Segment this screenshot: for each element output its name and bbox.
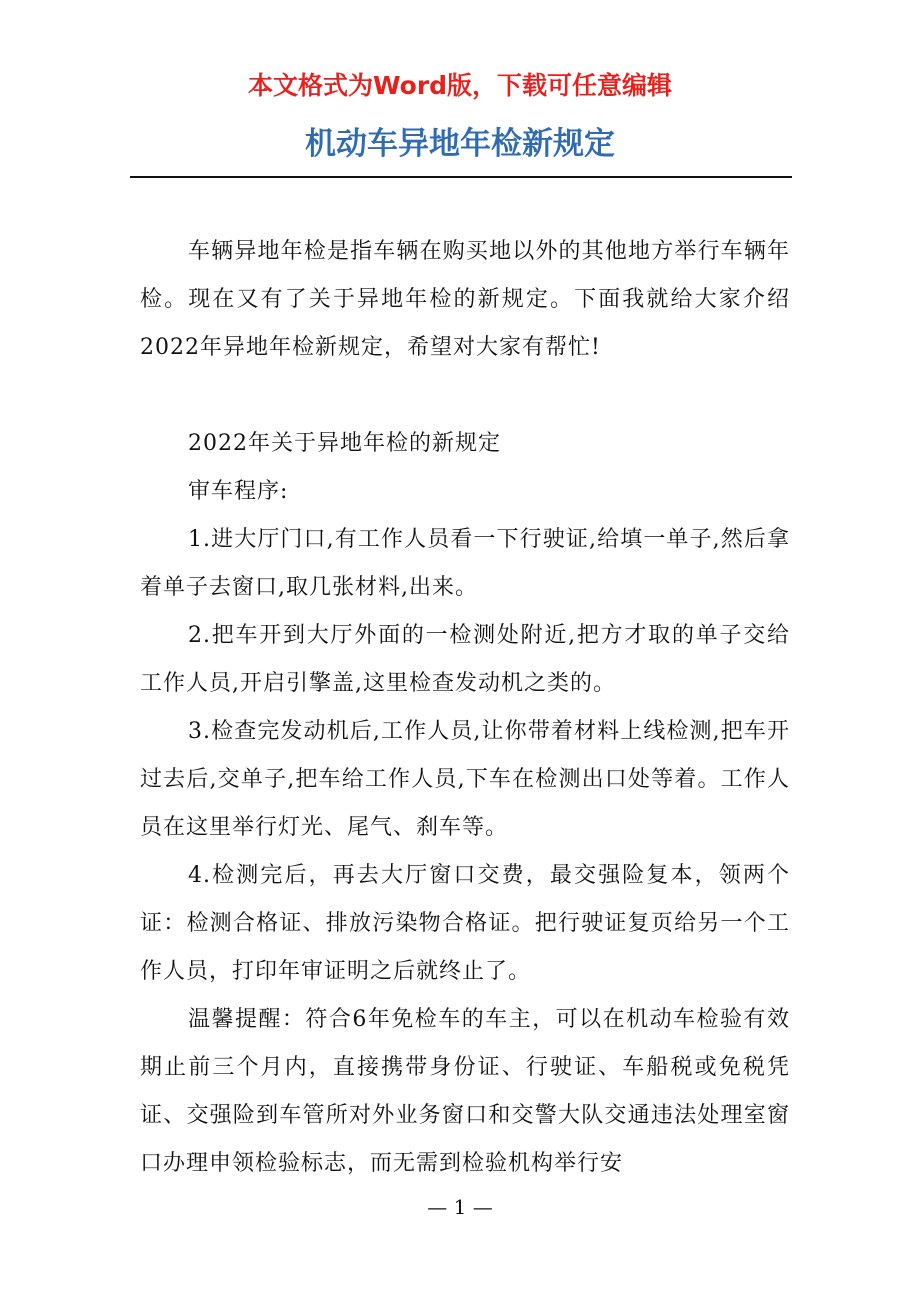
step-1: 1.进大厅门口,有工作人员看一下行驶证,给填一单子,然后拿着单子去窗口,取几张材料,出来。 (140, 527, 790, 600)
document-title: 机动车异地年检新规定 (305, 126, 615, 162)
step-4: 4.检测完后，再去大厅窗口交费，最交强险复本，领两个证：检测合格证、排放污染物合格证。把行驶证复页给另一个工作人员，打印年审证明之后就终止了。 (140, 863, 790, 984)
tip-paragraph: 温馨提醒：符合6年免检车的车主，可以在机动车检验有效期止前三个月内，直接携带身份证、行驶证、车船税或免税凭证、交强险到车管所对外业务窗口和交警大队交通违法处理室窗口办理申领检验标志，而无需到检验机构举行安 (140, 1007, 790, 1176)
page-number: — 1 — (427, 1195, 493, 1219)
section-heading: 2022年关于异地年检的新规定 (188, 431, 501, 456)
download-notice: 本文格式为Word版，下载可任意编辑 (247, 71, 673, 100)
title-divider (130, 176, 792, 178)
document-body (140, 228, 790, 1188)
step-2: 2.把车开到大厅外面的一检测处附近,把方才取的单子交给工作人员,开启引擎盖,这里检查发动机之类的。 (140, 623, 790, 696)
paragraph-gap (140, 372, 790, 420)
procedure-label: 审车程序: (188, 479, 289, 504)
step-3: 3.检查完发动机后,工作人员,让你带着材料上线检测,把车开过去后,交单子,把车给工作人员,下车在检测出口处等着。工作人员在这里举行灯光、尾气、刹车等。 (140, 719, 790, 840)
intro-paragraph: 车辆异地年检是指车辆在购买地以外的其他地方举行车辆年检。现在又有了关于异地年检的新规定。下面我就给大家介绍2022年异地年检新规定，希望对大家有帮忙! (140, 239, 790, 360)
